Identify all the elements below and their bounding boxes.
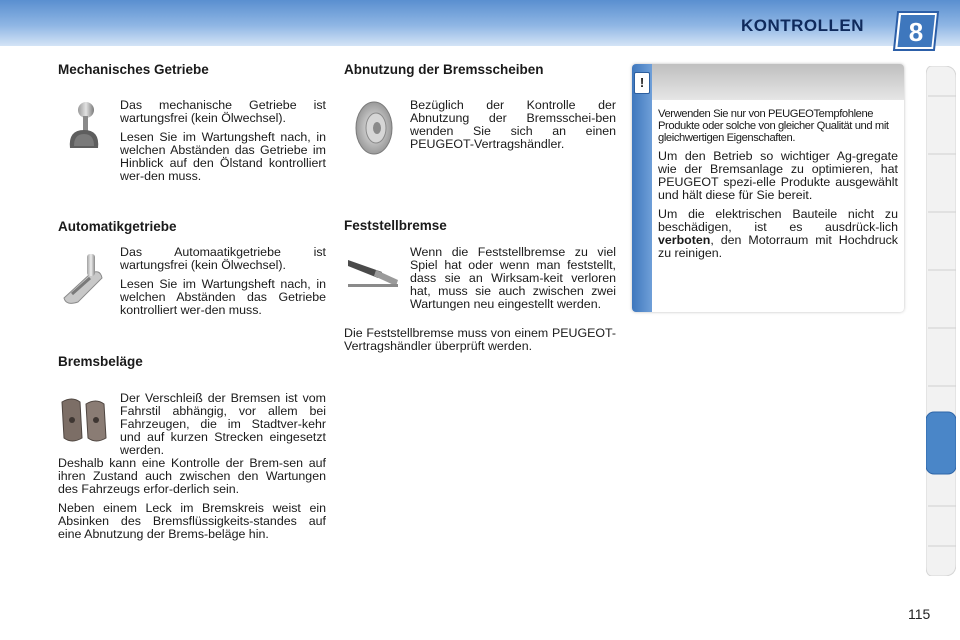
heading-bremsbelaege: Bremsbeläge xyxy=(58,354,143,369)
heading-automatikgetriebe: Automatikgetriebe xyxy=(58,219,177,234)
para: Neben einem Leck im Bremskreis weist ein Absinken des Bremsflüssigkeits-standes auf eine Abnutzung der Brems-beläge hin. xyxy=(58,501,326,541)
brake-pads-icon xyxy=(58,394,110,446)
para: Der Verschleiß der Bremsen ist vom Fahrstil abhängig, vor allem bei Fahrzeugen, die im Stadtver-kehr und auf kurzen Strecken eingesetzt werden. xyxy=(120,391,326,457)
warning-header-bar xyxy=(652,64,904,100)
warning-strip xyxy=(632,64,652,312)
text-feststellbremse-2 xyxy=(344,327,616,353)
automatic-selector-icon xyxy=(60,252,106,304)
page-number: 115 xyxy=(908,606,931,622)
chapter-number: 8 xyxy=(908,17,924,47)
parking-brake-lever-icon xyxy=(346,254,400,290)
warning-para-2-start: Um die elektrischen Bauteile nicht zu beschädigen, ist es ausdrück-lich xyxy=(658,207,898,234)
warning-para-2 xyxy=(658,208,898,260)
text-feststellbremse-1 xyxy=(410,246,616,311)
chapter-tabs xyxy=(926,66,956,576)
text-mechanisches-getriebe xyxy=(120,99,326,183)
warning-box xyxy=(632,64,904,312)
brake-disc-icon xyxy=(352,100,396,156)
para: Die Feststellbremse muss von einem PEUGEOT-Vertragshändler überprüft werden. xyxy=(344,326,616,353)
para: Lesen Sie im Wartungsheft nach, in welchen Abständen das Getriebe kontrolliert wer-den muss. xyxy=(120,277,326,317)
chapter-title: KONTROLLEN xyxy=(740,16,864,35)
para: Das mechanische Getriebe ist wartungsfrei (kein Ölwechsel). xyxy=(120,98,326,125)
heading-abnutzung-bremsscheiben: Abnutzung der Bremsscheiben xyxy=(344,62,544,77)
para: Wenn die Feststellbremse zu viel Spiel hat oder wenn man feststellt, dass sie an Wirksam-keit verloren hat, muss sie auch zwischen zwei Wartungen neu eingestellt werden. xyxy=(410,245,616,311)
para: Deshalb kann eine Kontrolle der Brem-sen auf ihren Zustand auch zwischen den Wartungen des Fahrzeugs erfor-derlich sein. xyxy=(58,456,326,496)
para: Das Automaatikgetriebe ist wartungsfrei (kein Ölwechsel). xyxy=(120,245,326,272)
text-bremsbelaege-1 xyxy=(120,392,326,457)
chapter-number-badge xyxy=(892,10,940,52)
para: Bezüglich der Kontrolle der Abnutzung der Bremsschei-ben wenden Sie sich an einen PEUGEOT-Vertragshändler. xyxy=(410,98,616,151)
heading-feststellbremse: Feststellbremse xyxy=(344,218,447,233)
heading-mechanisches-getriebe: Mechanisches Getriebe xyxy=(58,62,209,77)
warning-verboten: verboten xyxy=(658,233,711,247)
warning-para-2-end: , den Motorraum mit Hochdruck zu reinigen. xyxy=(658,233,898,260)
active-chapter-tab xyxy=(926,412,956,474)
para: Lesen Sie im Wartungsheft nach, in welchen Abständen das Getriebe im Hinblick auf den Ölstand kontrolliert wer-den muss. xyxy=(120,130,326,183)
exclamation-icon: ! xyxy=(634,72,650,94)
warning-text xyxy=(658,108,898,266)
warning-lead: Verwenden Sie nur von PEUGEOTempfohlene Produkte oder solche von gleicher Qualität und mit gleichwertigen Eigenschaften. xyxy=(658,108,889,144)
text-automatikgetriebe xyxy=(120,246,326,317)
text-abnutzung-bremsscheiben xyxy=(410,99,616,151)
warning-para-1: Um den Betrieb so wichtiger Ag-gregate wie der Bremsanlage zu optimieren, hat PEUGEOT spezi-elle Produkte ausgewählt und hält diese für Sie bereit. xyxy=(658,149,898,202)
gear-lever-icon xyxy=(64,100,104,154)
text-bremsbelaege-2 xyxy=(58,457,326,541)
